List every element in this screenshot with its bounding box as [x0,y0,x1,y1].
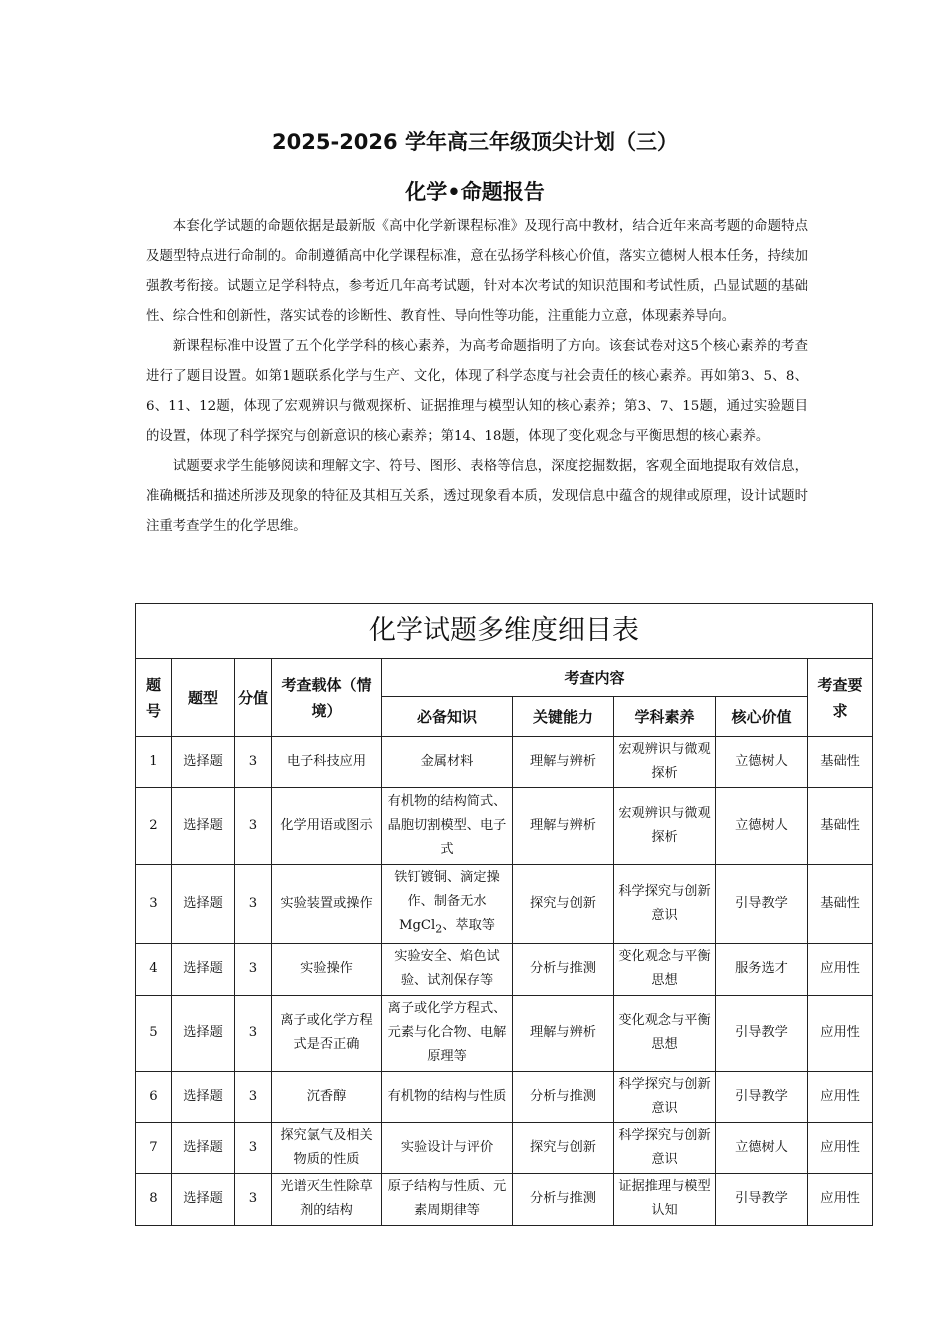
cell-ability: 分析与推测 [513,1071,614,1122]
cell-requirement: 应用性 [808,1071,873,1122]
cell-score: 3 [235,788,272,865]
table-row [136,995,873,1071]
header-ability: 关键能力 [513,697,614,737]
cell-carrier: 实验装置或操作 [272,865,382,944]
cell-knowledge: 铁钉镀铜、滴定操作、制备无水MgCl$_2$、萃取等 [382,865,513,944]
header-carrier: 考查载体（情境） [272,659,382,737]
cell-type: 选择题 [172,943,235,995]
cell-literacy: 宏观辨识与微观探析 [614,788,716,865]
cell-carrier: 光谱灭生性除草剂的结构 [272,1173,382,1225]
header-num: 题号 [136,659,172,737]
cell-value: 立德树人 [716,1122,808,1173]
cell-num: 1 [136,737,172,788]
cell-type: 选择题 [172,1173,235,1225]
cell-num: 3 [136,865,172,944]
cell-literacy: 宏观辨识与微观探析 [614,737,716,788]
table-row [136,1122,873,1173]
cell-value: 服务选才 [716,943,808,995]
table-caption: 化学试题多维度细目表 [136,604,873,659]
cell-knowledge: 有机物的结构简式、晶胞切割模型、电子式 [382,788,513,865]
cell-score: 3 [235,865,272,944]
paragraph: 新课程标准中设置了五个化学学科的核心素养，为高考命题指明了方向。该套试卷对这5个核心素养的考查进行了题目设置。如第1题联系化学与生产、文化，体现了科学态度与社会责任的核心素养。再如第3、5、8、6、11、12题，体现了宏观辨识与微观探析、证据推理与模型认知的核心素养；第3、7、15题，通过实验题目的设置，体现了科学探究与创新意识的核心素养；第14、18题，体现了变化观念与平衡思想的核心素养。 [146,339,808,444]
cell-score: 3 [235,1071,272,1122]
cell-type: 选择题 [172,1071,235,1122]
cell-type: 选择题 [172,737,235,788]
cell-value: 引导教学 [716,995,808,1071]
cell-carrier: 探究氯气及相关物质的性质 [272,1122,382,1173]
paragraph: 本套化学试题的命题依据是最新版《高中化学新课程标准》及现行高中教材，结合近年来高考题的命题特点及题型特点进行命制的。命制遵循高中化学课程标准，意在弘扬学科核心价值，落实立德树人根本任务，持续加强教考衔接。试题立足学科特点，参考近几年高考试题，针对本次考试的知识范围和考试性质，凸显试题的基础性、综合性和创新性，落实试卷的诊断性、教育性、导向性等功能，注重能力立意，体现素养导向。 [146,219,808,324]
cell-value: 引导教学 [716,1173,808,1225]
cell-score: 3 [235,995,272,1071]
document-subtitle: 化学•命题报告 [405,180,545,204]
table-row [136,943,873,995]
document-title: 2025-2026 学年高三年级顶尖计划（三） [272,130,678,154]
detail-table [135,603,873,1226]
cell-value: 立德树人 [716,737,808,788]
cell-score: 3 [235,737,272,788]
cell-ability: 理解与辨析 [513,737,614,788]
cell-value: 立德树人 [716,788,808,865]
table-row [136,788,873,865]
cell-literacy: 科学探究与创新意识 [614,1122,716,1173]
cell-ability: 探究与创新 [513,1122,614,1173]
cell-knowledge: 离子或化学方程式、元素与化合物、电解原理等 [382,995,513,1071]
cell-carrier: 离子或化学方程式是否正确 [272,995,382,1071]
header-requirement: 考查要求 [808,659,873,737]
cell-score: 3 [235,1173,272,1225]
cell-type: 选择题 [172,788,235,865]
cell-num: 6 [136,1071,172,1122]
cell-num: 5 [136,995,172,1071]
cell-ability: 理解与辨析 [513,788,614,865]
cell-score: 3 [235,943,272,995]
cell-knowledge: 有机物的结构与性质 [382,1071,513,1122]
header-literacy: 学科素养 [614,697,716,737]
cell-literacy: 科学探究与创新意识 [614,1071,716,1122]
cell-requirement: 基础性 [808,788,873,865]
cell-carrier: 化学用语或图示 [272,788,382,865]
cell-type: 选择题 [172,995,235,1071]
header-knowledge: 必备知识 [382,697,513,737]
table-row [136,1173,873,1225]
cell-literacy: 变化观念与平衡思想 [614,943,716,995]
cell-type: 选择题 [172,865,235,944]
cell-requirement: 应用性 [808,1173,873,1225]
cell-requirement: 基础性 [808,865,873,944]
cell-knowledge: 金属材料 [382,737,513,788]
cell-knowledge: 实验安全、焰色试验、试剂保存等 [382,943,513,995]
cell-knowledge: 实验设计与评价 [382,1122,513,1173]
cell-ability: 分析与推测 [513,1173,614,1225]
cell-literacy: 科学探究与创新意识 [614,865,716,944]
cell-requirement: 应用性 [808,1122,873,1173]
cell-knowledge: 原子结构与性质、元素周期律等 [382,1173,513,1225]
cell-requirement: 应用性 [808,995,873,1071]
cell-score: 3 [235,1122,272,1173]
cell-num: 4 [136,943,172,995]
cell-value: 引导教学 [716,1071,808,1122]
header-type: 题型 [172,659,235,737]
cell-ability: 探究与创新 [513,865,614,944]
cell-requirement: 应用性 [808,943,873,995]
cell-ability: 分析与推测 [513,943,614,995]
header-value: 核心价值 [716,697,808,737]
cell-carrier: 沉香醇 [272,1071,382,1122]
cell-value: 引导教学 [716,865,808,944]
cell-num: 7 [136,1122,172,1173]
cell-carrier: 电子科技应用 [272,737,382,788]
table-row [136,1071,873,1122]
intro-text [146,212,808,542]
cell-literacy: 变化观念与平衡思想 [614,995,716,1071]
table-row [136,865,873,944]
cell-num: 8 [136,1173,172,1225]
header-content: 考查内容 [382,659,808,697]
header-score: 分值 [235,659,272,737]
table-row [136,737,873,788]
cell-ability: 理解与辨析 [513,995,614,1071]
cell-requirement: 基础性 [808,737,873,788]
paragraph: 试题要求学生能够阅读和理解文字、符号、图形、表格等信息，深度挖掘数据，客观全面地提取有效信息，准确概括和描述所涉及现象的特征及其相互关系，透过现象看本质，发现信息中蕴含的规律或原理，设计试题时注重考查学生的化学思维。 [146,459,808,534]
cell-literacy: 证据推理与模型认知 [614,1173,716,1225]
cell-num: 2 [136,788,172,865]
cell-type: 选择题 [172,1122,235,1173]
cell-carrier: 实验操作 [272,943,382,995]
